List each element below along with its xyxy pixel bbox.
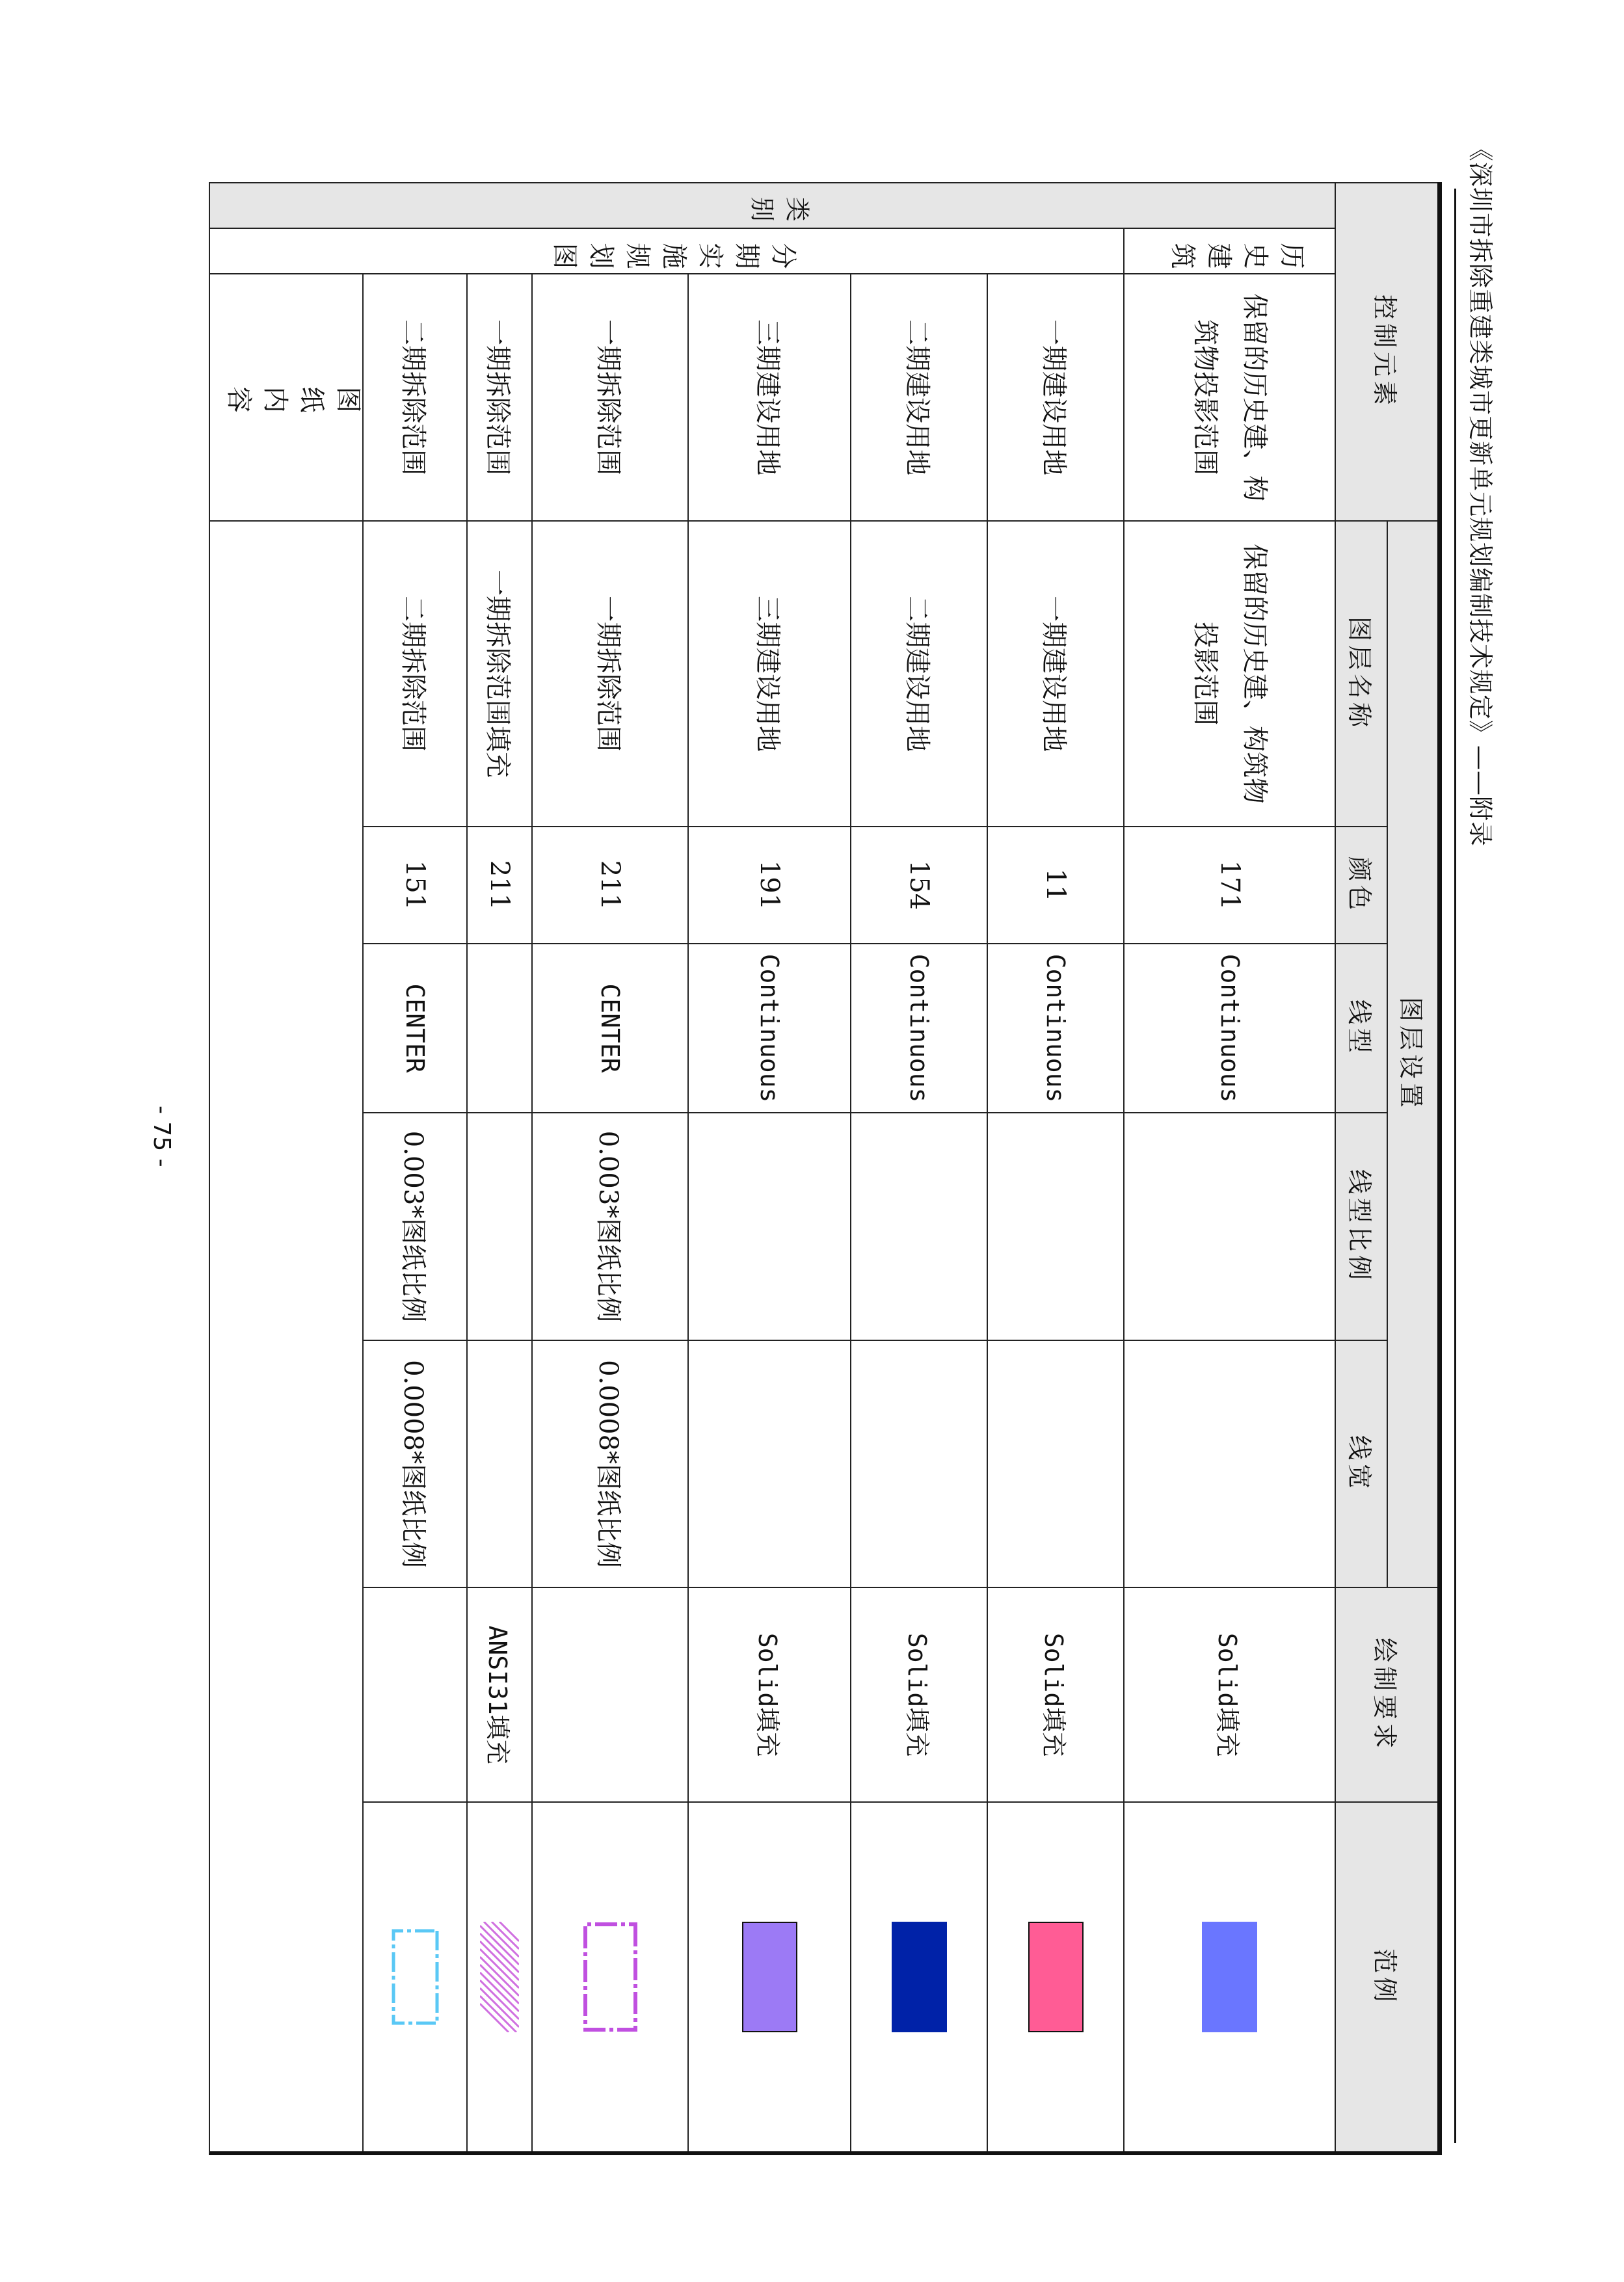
color-cell: 191 (689, 827, 851, 944)
legend-swatch (1203, 1922, 1258, 2032)
control-element-cell: 一期拆除范围 (533, 274, 689, 521)
control-element-cell: 一期拆除范围 (468, 274, 533, 521)
legend-cell (1125, 1802, 1336, 2153)
legend-cell (689, 1802, 851, 2153)
linetype-scale-cell: 0.003*图纸比例 (364, 1113, 468, 1340)
linetype-scale-cell (851, 1113, 988, 1340)
linetype-cell: Continuous (851, 944, 988, 1113)
drawing-requirement-cell: Solid填充 (851, 1587, 988, 1802)
header-layer-name: 图层名称 (1336, 521, 1388, 827)
blank-row (210, 521, 364, 2153)
header-linetype-scale: 线型比例 (1336, 1113, 1388, 1340)
legend-swatch (481, 1922, 520, 2032)
control-element-cell: 二期建设用地 (851, 274, 988, 521)
layer-spec-table (209, 182, 1443, 2155)
line-width-cell (851, 1340, 988, 1587)
legend-swatch (742, 1922, 797, 2032)
linetype-scale-cell (468, 1113, 533, 1340)
control-element-cell: 三期建设用地 (689, 274, 851, 521)
linetype-cell: CENTER (533, 944, 689, 1113)
category-cell-left (210, 183, 1336, 228)
layer-name-cell: 二期建设用地 (851, 521, 988, 827)
line-width-cell (468, 1340, 533, 1587)
linetype-scale-cell: 0.003*图纸比例 (533, 1113, 689, 1340)
drawing-requirement-cell: Solid填充 (689, 1587, 851, 1802)
layer-name-cell: 三期建设用地 (689, 521, 851, 827)
category-cell-history (1125, 228, 1336, 274)
legend-cell (988, 1802, 1125, 2153)
header-rule (1454, 189, 1456, 2143)
legend-swatch (892, 1922, 947, 2032)
drawing-requirement-cell: ANSI31填充 (468, 1587, 533, 1802)
header-line-width: 线宽 (1336, 1340, 1388, 1587)
layer-name-cell: 一期拆除范围填充 (468, 521, 533, 827)
legend-cell (851, 1802, 988, 2153)
line-width-cell (689, 1340, 851, 1587)
category-cell-phase (210, 228, 1125, 274)
legend-cell (468, 1802, 533, 2153)
header-color: 颜色 (1336, 827, 1388, 944)
legend-cell (364, 1802, 468, 2153)
header-drawing-requirement: 绘制要求 (1336, 1587, 1440, 1802)
document-header: 《深圳市拆除重建类城市更新单元规划编制技术规定》——附录 (1466, 137, 1495, 847)
legend-swatch (391, 1928, 440, 2026)
category-cell-drawing (210, 274, 364, 521)
linetype-cell: Continuous (988, 944, 1125, 1113)
drawing-requirement-cell: Solid填充 (1125, 1587, 1336, 1802)
linetype-cell: CENTER (364, 944, 468, 1113)
legend-cell (533, 1802, 689, 2153)
color-cell: 211 (468, 827, 533, 944)
linetype-cell: Continuous (1125, 944, 1336, 1113)
color-cell: 211 (533, 827, 689, 944)
color-cell: 171 (1125, 827, 1336, 944)
line-width-cell: 0.0008*图纸比例 (364, 1340, 468, 1587)
header-layer-settings: 图层设置 (1388, 521, 1440, 1587)
line-width-cell (988, 1340, 1125, 1587)
page-number: - 75 - (148, 1106, 175, 1167)
color-cell: 151 (364, 827, 468, 944)
linetype-cell: Continuous (689, 944, 851, 1113)
linetype-scale-cell (689, 1113, 851, 1340)
header-linetype: 线型 (1336, 944, 1388, 1113)
layer-name-cell: 保留的历史建、构筑物投影范围 (1125, 521, 1336, 827)
color-cell: 11 (988, 827, 1125, 944)
drawing-requirement-cell (364, 1587, 468, 1802)
layer-name-cell: 一期拆除范围 (533, 521, 689, 827)
linetype-scale-cell (988, 1113, 1125, 1340)
group-label: 历史建筑 (1160, 239, 1306, 269)
control-element-cell: 一期建设用地 (988, 274, 1125, 521)
line-width-cell (1125, 1340, 1336, 1587)
linetype-scale-cell (1125, 1113, 1336, 1340)
drawing-requirement-cell (533, 1587, 689, 1802)
control-element-cell: 保留的历史建、构筑物投影范围 (1125, 274, 1336, 521)
legend-swatch (583, 1922, 638, 2032)
header-control-element: 控制元素 (1336, 183, 1440, 521)
layer-name-cell: 二期拆除范围 (364, 521, 468, 827)
line-width-cell: 0.0008*图纸比例 (533, 1340, 689, 1587)
drawing-requirement-cell: Solid填充 (988, 1587, 1125, 1802)
group-label: 分期实施规划图 (542, 239, 798, 269)
group-label: 图纸内容 (217, 382, 363, 413)
layer-name-cell: 一期建设用地 (988, 521, 1125, 827)
color-cell: 154 (851, 827, 988, 944)
control-element-cell: 二期拆除范围 (364, 274, 468, 521)
legend-swatch (1028, 1922, 1084, 2032)
linetype-cell (468, 944, 533, 1113)
header-legend: 范例 (1336, 1802, 1440, 2153)
category-label: 类别 (740, 192, 811, 222)
